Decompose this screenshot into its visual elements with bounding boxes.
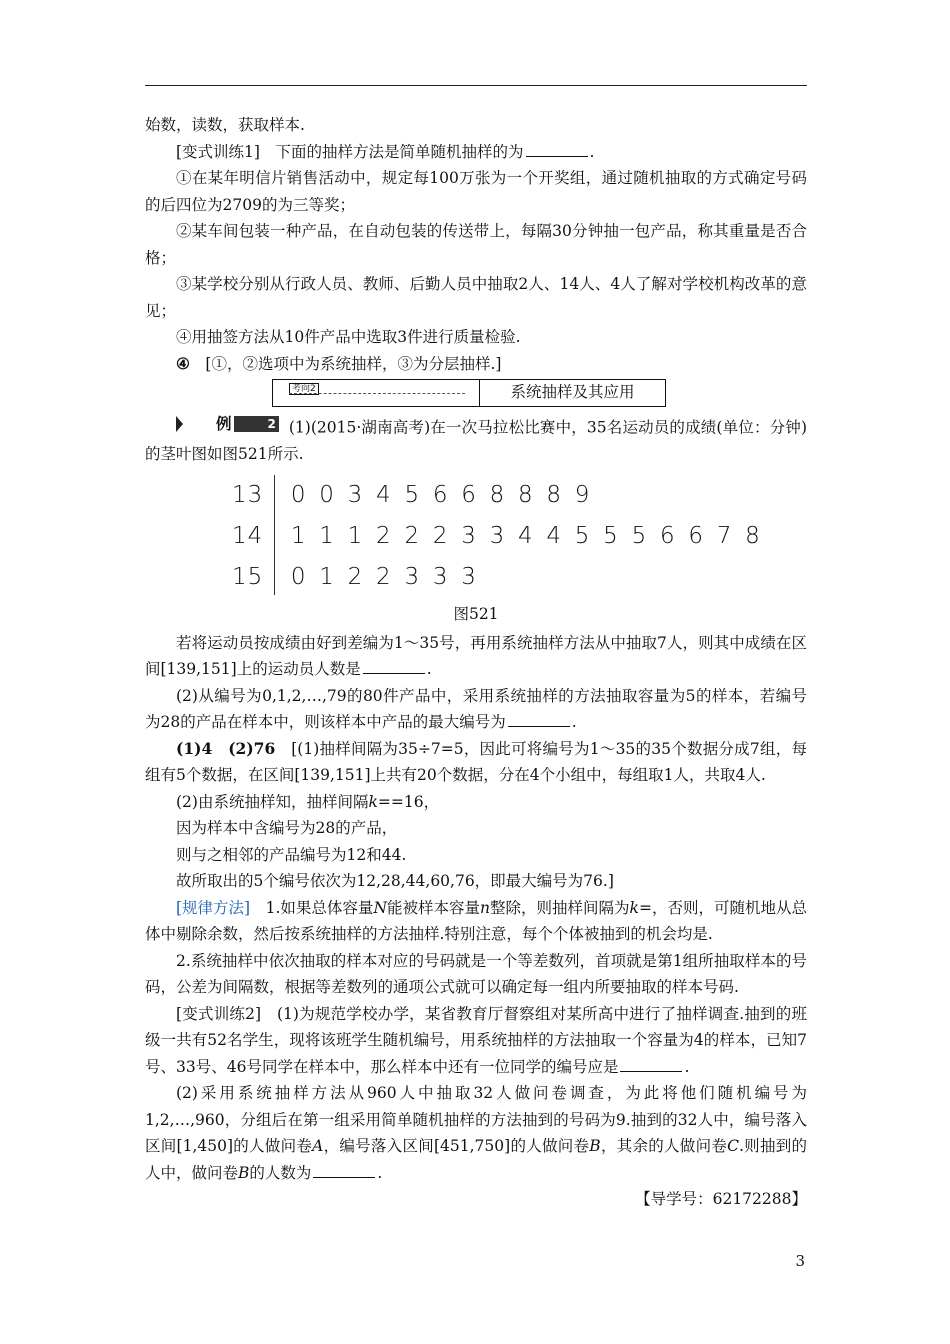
triangle-icon <box>176 416 183 432</box>
method-paragraph: 2.系统抽样中依次抽取的样本对应的号码就是一个等差数列，首项就是第1组所抽取样本的号码，公差为间隔数，根据等差数列的通项公式就可以确定每一组内所要抽取的样本号码. <box>145 951 807 997</box>
leaf-digit: 5 <box>603 523 618 549</box>
leaf-digit: 1 <box>290 523 306 549</box>
example-question-2: (2)从编号为0,1,2,…,79的80件产品中，采用系统抽样的方法抽取容量为5的样本，若编号为28的产品在样本中，则该样本中产品的最大编号为 . <box>145 686 807 732</box>
leaf-digit: 6 <box>659 523 675 549</box>
leaf-digit: 1 <box>319 523 334 549</box>
leaf-digit: 0 <box>319 482 334 508</box>
example-answer: (1)4 (2)76 [(1)抽样间隔为35÷7=5，因此可将编号为1～35的35个数据分成7组，每组有5个数据，在区间[139,151]上共有20个数据，分在4个小组中，每组取1人，共取4人. <box>145 738 807 785</box>
guide-number: 【导学号：62172288】 <box>635 1190 807 1209</box>
paragraph: 因为样本中含编号为28的产品， <box>176 819 398 838</box>
leaf-digit: 3 <box>404 564 420 590</box>
option-1: ①在某年明信片销售活动中，规定每100万张为一个开奖组，通过随机抽取的方式确定号码的后四位为2709的为三等奖； <box>145 169 807 214</box>
leaf-digit: 1 <box>319 564 334 590</box>
option-2: ②某车间包装一种产品，在自动包装的传送带上，每隔30分钟抽一包产品，称其重量是否合格； <box>145 222 807 267</box>
leaf-digit: 7 <box>716 523 732 549</box>
leaf-digit: 3 <box>432 564 448 590</box>
leaf-digit: 0 <box>290 482 306 508</box>
answer-blank <box>508 712 570 727</box>
leaf-digit: 6 <box>461 482 476 508</box>
paragraph: (2)由系统抽样知，抽样间隔k==16， <box>176 792 440 811</box>
header-rule <box>145 85 807 86</box>
stem-divider <box>274 475 275 595</box>
leaf-digit: 3 <box>489 523 505 549</box>
leaf-digit: 5 <box>631 523 647 549</box>
leaf-digit: 8 <box>745 523 760 549</box>
option-4: ④用抽签方法从10件产品中选取3件进行质量检验. <box>176 328 521 346</box>
stem-row: 15 0 1 2 2 3 3 3 <box>232 557 272 597</box>
leaf-digit: 3 <box>347 482 363 508</box>
variant-question-1: [变式训练1] 下面的抽样方法是简单随机抽样的为 . <box>176 142 595 161</box>
page-number: 3 <box>795 1252 805 1270</box>
answer-blank <box>526 142 588 157</box>
stem-leaf-plot <box>145 473 807 599</box>
variant-question-2: [变式训练2] (1)为规范学校办学，某省教育厅督察组对某所高中进行了抽样调查.抽到的班级一共有52名学生，现将该班学生随机编号，用系统抽样的方法抽取一个容量为4的样本，已知7号、33号、46号同学在样本中，那么样本中还有一位同学的编号应是 . <box>145 1004 807 1076</box>
option-3: ③某学校分别从行政人员、教师、后勤人员中抽取2人、14人、4人了解对学校机构改革的意见； <box>145 275 807 320</box>
answer-1: ④ [①，②选项中为系统抽样，③为分层抽样.] <box>176 353 502 373</box>
paragraph: 若将运动员按成绩由好到差编为1～35号，再用系统抽样方法从中抽取7人，则其中成绩在区间[139,151]上的运动员人数是 . <box>145 633 807 679</box>
stem-row: 13 0 0 3 4 5 6 6 8 8 8 9 <box>232 475 272 515</box>
leaf-digit: 1 <box>347 523 363 549</box>
answer-blank <box>313 1163 375 1178</box>
leaf-digit: 5 <box>404 482 420 508</box>
leaf-digit: 4 <box>518 523 533 549</box>
leaf-digit: 2 <box>347 564 363 590</box>
leaf-digit: 6 <box>432 482 448 508</box>
leaf-digit: 0 <box>290 564 306 590</box>
stem-row: 14 1 1 1 2 2 2 3 3 4 4 5 5 5 6 6 7 8 <box>232 516 272 556</box>
leaf-digit: 9 <box>574 482 590 508</box>
page-content <box>145 112 807 1213</box>
leaf-digit: 3 <box>461 564 476 590</box>
leaf-digit: 5 <box>574 523 590 549</box>
topic-tag: 考向2 <box>289 383 319 395</box>
paragraph: 故所取出的5个编号依次为12,28,44,60,76，即最大编号为76.] <box>176 872 614 891</box>
method-paragraph: [规律方法] 1.如果总体容量N能被样本容量n整除，则抽样间隔为k=，否则，可随机地从总体中剔除余数，然后按系统抽样的方法抽样.特别注意，每个个体被抽到的机会均是. <box>145 898 807 944</box>
method-label: [规律方法] <box>176 898 251 917</box>
leaf-digit: 4 <box>546 523 562 549</box>
leaf-digit: 3 <box>461 523 476 549</box>
leaf-digit: 8 <box>518 482 533 508</box>
example-question-1: 例 2 (1)(2015·湖南高考)在一次马拉松比赛中，35名运动员的成绩(单位：分钟)的茎叶图如图521所示. <box>145 411 807 467</box>
leaf-digit: 4 <box>376 482 391 508</box>
paragraph: 则与之相邻的产品编号为12和44. <box>176 845 407 864</box>
leaf-digit: 2 <box>376 523 391 549</box>
paragraph: 始数，读数，获取样本. <box>145 116 305 134</box>
variant-question-2b: (2)采用系统抽样方法从960人中抽取32人做问卷调查，为此将他们随机编号为1,2,…,960，分组后在第一组采用简单随机抽样的方法抽到的号码为9.抽到的32人中，编号落入区间[1,450]的人做问卷A，编号落入区间[451,750]的人做问卷B，其余的人做问卷C.则抽到的人中，做问卷B的人数为 . <box>145 1084 807 1182</box>
leaf-digit: 6 <box>688 523 703 549</box>
topic-header <box>272 379 666 407</box>
answer-blank <box>363 659 425 674</box>
leaf-digit: 8 <box>546 482 562 508</box>
leaf-digit: 2 <box>376 564 391 590</box>
topic-title: 系统抽样及其应用 <box>510 383 635 401</box>
leaf-digit: 2 <box>432 523 448 549</box>
leaf-digit: 2 <box>404 523 420 549</box>
answer-blank <box>620 1057 682 1072</box>
figure-caption: 图521 <box>453 605 499 624</box>
leaf-digit: 8 <box>489 482 505 508</box>
example-label: 例 2 <box>176 411 279 438</box>
